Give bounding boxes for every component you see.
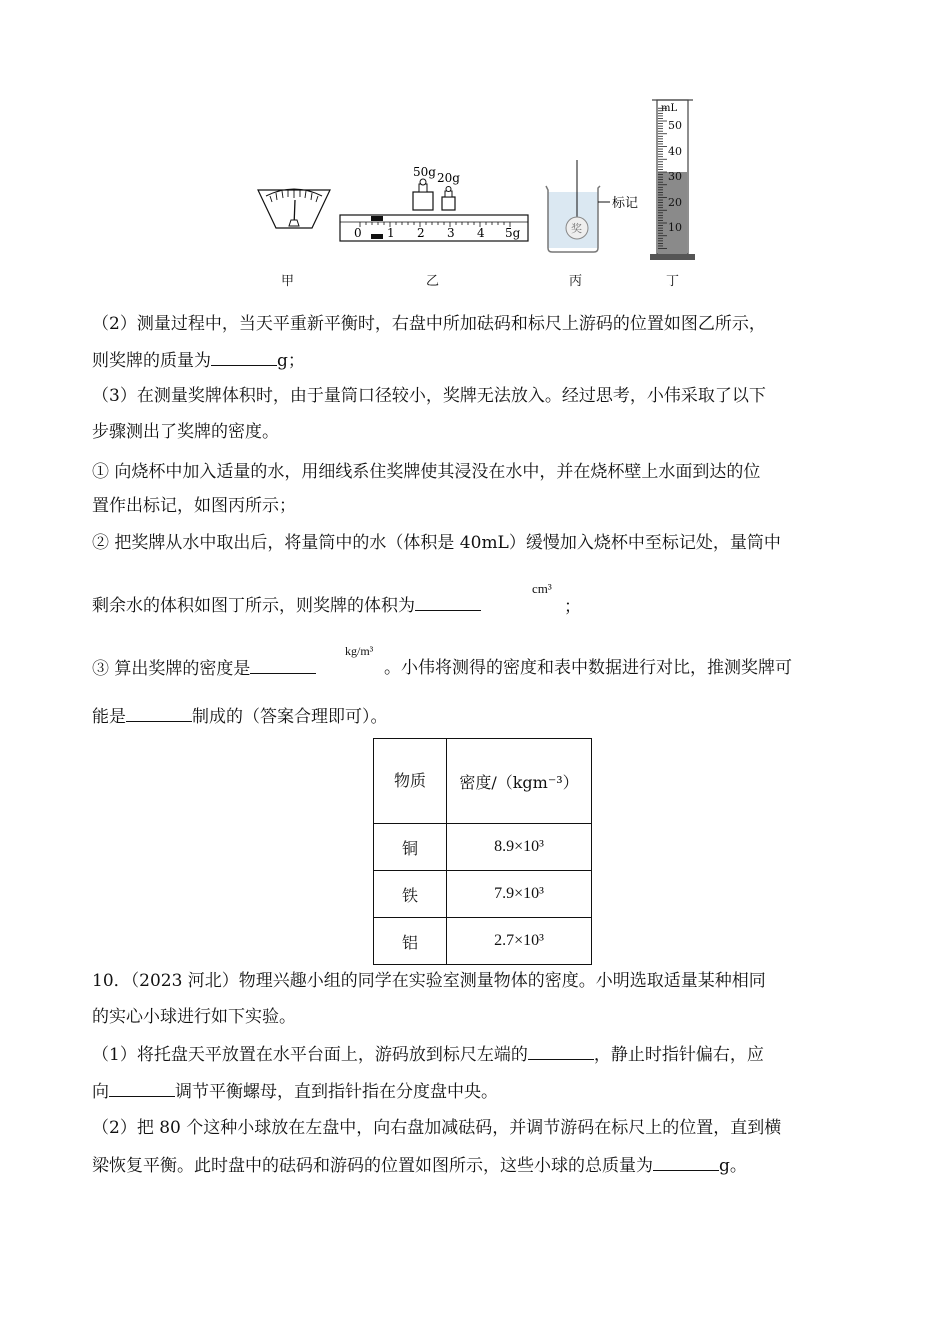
q2-line1: （2）测量过程中，当天平重新平衡时，右盘中所加砝码和标尺上游码的位置如图乙所示， xyxy=(92,314,766,334)
ruler-tick-2: 2 xyxy=(417,226,425,240)
q10-p1-line2-prefix: 向 xyxy=(92,1082,109,1102)
table-row xyxy=(374,918,592,965)
header-density: 密度/（kgm⁻³） xyxy=(447,739,592,824)
figure-label-yi: 乙 xyxy=(426,274,440,289)
table-row xyxy=(374,824,592,871)
row-density: 7.9×10³ xyxy=(447,871,592,918)
material-blank[interactable] xyxy=(126,705,192,722)
cyl-tick-40: 40 xyxy=(668,145,682,158)
q10-line1: 10．（2023 河北）物理兴趣小组的同学在实验室测量物体的密度。小明选取适量某种相同 xyxy=(92,971,766,991)
q3-line2: 步骤测出了奖牌的密度。 xyxy=(92,422,279,442)
table-row xyxy=(374,871,592,918)
ruler-tick-3: 3 xyxy=(447,226,455,240)
beaker-mark-label: 标记 xyxy=(612,196,639,211)
beaker xyxy=(546,160,638,252)
step1-line1: ① 向烧杯中加入适量的水，用细线系住奖牌使其浸没在水中，并在烧杯壁上水面到达的位 xyxy=(92,462,761,482)
q10-p1-suffix: ，静止时指针偏右，应 xyxy=(593,1045,764,1065)
rider-position-blank[interactable] xyxy=(528,1043,594,1060)
dial-scale xyxy=(258,189,330,228)
mass-blank[interactable] xyxy=(211,349,277,366)
step3-line2-suffix: 制成的（答案合理即可）。 xyxy=(192,707,388,727)
balance-ruler xyxy=(340,215,528,241)
density-table xyxy=(373,738,592,965)
q10-p2-line2 xyxy=(92,1154,747,1177)
row-density: 8.9×10³ xyxy=(447,824,592,871)
q10-p1-prefix: （1）将托盘天平放置在水平台面上，游码放到标尺左端的 xyxy=(92,1045,528,1065)
q10-p1-line2-suffix: 调节平衡螺母，直到指针指在分度盘中央。 xyxy=(175,1082,498,1102)
table-header-row xyxy=(374,739,592,824)
ruler-tick-0: 0 xyxy=(354,226,362,240)
q3-line1: （3）在测量奖牌体积时，由于量筒口径较小，奖牌无法放入。经过思考，小伟采取了以下 xyxy=(92,386,766,406)
step3-line2 xyxy=(92,705,388,728)
density-unit: kg/m³ xyxy=(345,644,374,658)
q2-prefix: 则奖牌的质量为 xyxy=(92,351,211,371)
figure-label-ding: 丁 xyxy=(666,274,680,289)
row-substance: 铁 xyxy=(374,871,447,918)
step2-suffix: ； xyxy=(564,597,581,617)
ruler-tick-1: 1 xyxy=(387,226,395,240)
weight-50g xyxy=(413,165,436,210)
step1-line2: 置作出标记，如图丙所示； xyxy=(92,496,296,516)
cyl-tick-20: 20 xyxy=(668,196,682,209)
row-substance: 铝 xyxy=(374,918,447,965)
weight-20g-label: 20g xyxy=(437,171,460,185)
q10-p2-prefix: 梁恢复平衡。此时盘中的砝码和游码的位置如图所示，这些小球的总质量为 xyxy=(92,1156,653,1176)
volume-unit: cm³ xyxy=(532,581,552,596)
q10-p1-line1 xyxy=(92,1043,764,1066)
rider-bottom xyxy=(371,234,383,239)
figure-label-jia: 甲 xyxy=(281,274,295,289)
step3-line1-right: 。小伟将测得的密度和表中数据进行对比，推测奖牌可 xyxy=(384,658,792,678)
q10-p2-suffix: g。 xyxy=(719,1156,747,1176)
volume-blank[interactable] xyxy=(415,594,481,611)
step3-line1-left xyxy=(92,657,316,680)
weight-20g xyxy=(437,171,460,210)
weight-50g-label: 50g xyxy=(413,165,436,179)
ruler-tick-5g: 5g xyxy=(505,226,521,240)
step3-line2-prefix: 能是 xyxy=(92,707,126,727)
total-mass-blank[interactable] xyxy=(653,1154,719,1171)
q10-p2-line1: （2）把 80 个这种小球放在左盘中，向右盘加减砝码，并调节游码在标尺上的位置，直到横 xyxy=(92,1118,782,1138)
header-substance: 物质 xyxy=(374,739,447,824)
ruler-tick-4: 4 xyxy=(477,226,485,240)
medal-char: 奖 xyxy=(571,222,582,235)
direction-blank[interactable] xyxy=(109,1080,175,1097)
row-substance: 铜 xyxy=(374,824,447,871)
step2-line2 xyxy=(92,594,481,617)
q10-line2: 的实心小球进行如下实验。 xyxy=(92,1007,296,1027)
rider-top xyxy=(371,216,383,221)
density-blank[interactable] xyxy=(250,657,316,674)
q10-p1-line2 xyxy=(92,1080,498,1103)
cyl-tick-30: 30 xyxy=(668,170,682,183)
q2-suffix: g； xyxy=(277,351,305,371)
cyl-tick-50: 50 xyxy=(668,119,682,132)
step2-line1: ② 把奖牌从水中取出后，将量筒中的水（体积是 40mL）缓慢加入烧杯中至标记处，量筒中 xyxy=(92,533,781,553)
cylinder-unit: mL xyxy=(661,103,678,114)
cyl-tick-10: 10 xyxy=(668,221,682,234)
q2-line2 xyxy=(92,349,305,372)
step2-prefix: 剩余水的体积如图丁所示，则奖牌的体积为 xyxy=(92,596,415,616)
figure-svg xyxy=(0,0,950,300)
figure-label-bing: 丙 xyxy=(569,274,583,289)
row-density: 2.7×10³ xyxy=(447,918,592,965)
graduated-cylinder xyxy=(650,100,695,260)
step3-prefix: ③ 算出奖牌的密度是 xyxy=(92,659,251,679)
